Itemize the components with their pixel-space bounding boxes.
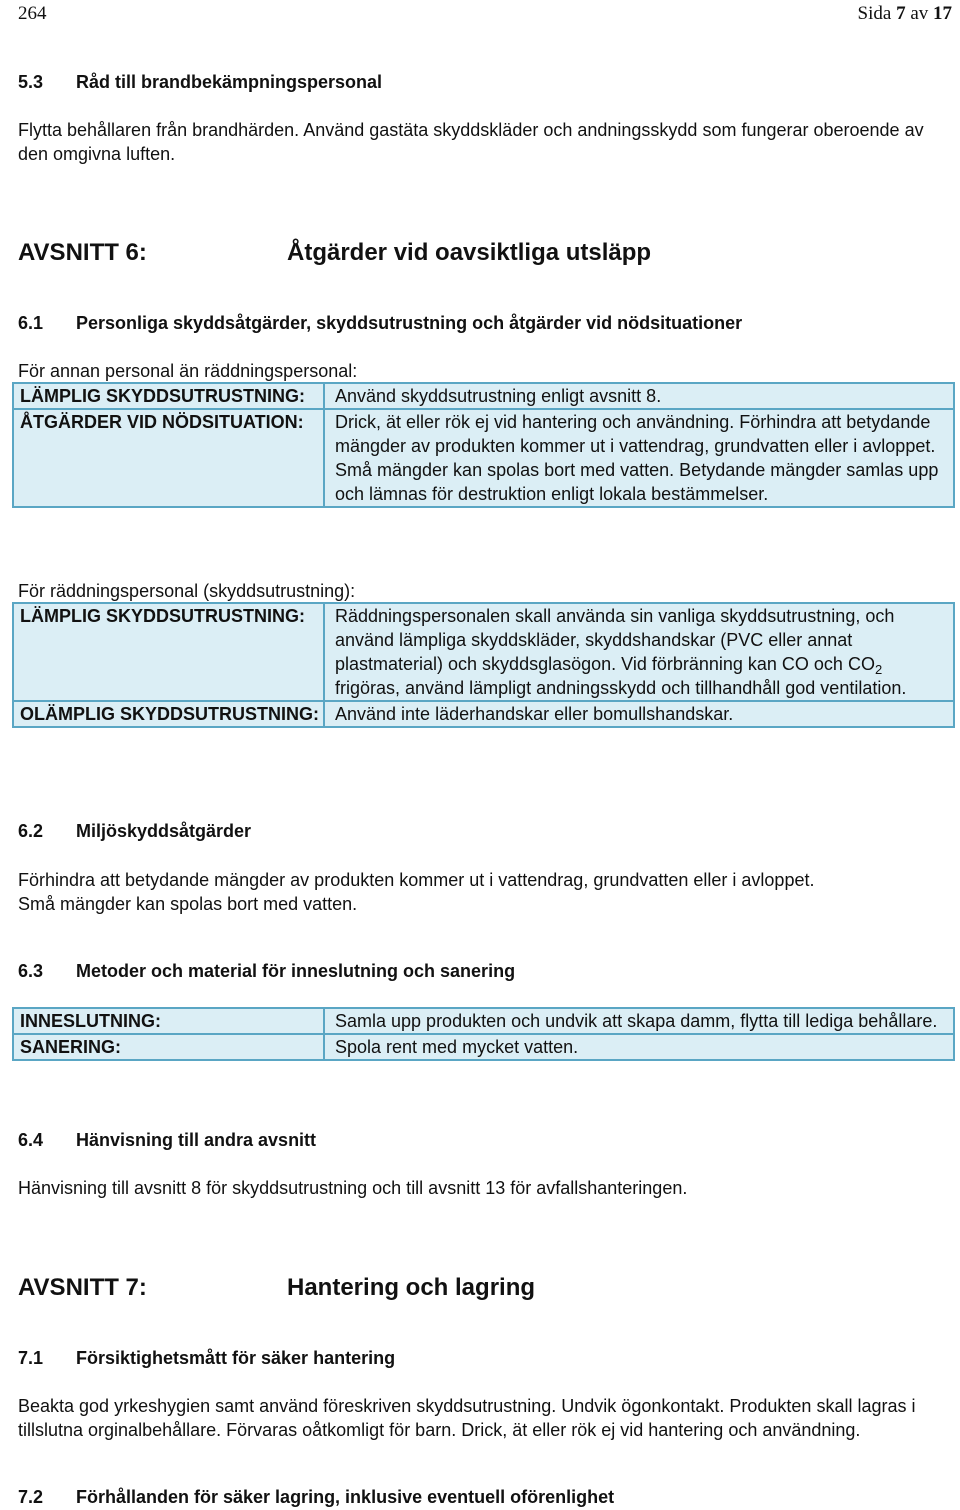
heading-7-1: 7.1 Försiktighetsmått för säker hantering	[18, 1348, 396, 1368]
para-6-4: Hänvisning till avsnitt 8 för skyddsutrustning och till avsnitt 13 för avfallshanteringen.	[18, 1178, 688, 1198]
intro-rescue: För räddningspersonal (skyddsutrustning):	[18, 581, 356, 601]
value-cell: Spola rent med mycket vatten.	[324, 1034, 954, 1060]
value-cell: Räddningspersonalen skall använda sin vanliga skyddsutrustning, och använd lämpliga skyddskläder, skyddshandskar (PVC eller annat plastmaterial) och skyddsglasögon. Vid förbränning kan CO och $CO_2$ frigöras, använd lämpligt andningsskydd och tillhandhåll god ventilation.	[324, 603, 954, 701]
heading-6-2: 6.2 Miljöskyddsåtgärder	[18, 821, 252, 841]
section-7-label: AVSNITT 7:	[18, 1274, 147, 1301]
para-5-3: Flytta behållaren från brandhärden. Använd gastäta skyddskläder och andningsskydd som fungerar oberoende av den omgivna luften.	[18, 120, 924, 164]
section-6-label: AVSNITT 6:	[18, 239, 147, 266]
page-indicator	[858, 2, 952, 26]
label-cell: INNESLUTNING:	[13, 1008, 324, 1034]
heading-7-2: 7.2 Förhållanden för säker lagring, inklusive eventuell oförenlighet	[18, 1487, 615, 1507]
label-cell: SANERING:	[13, 1034, 324, 1060]
table-row	[13, 1034, 954, 1060]
page-sep: av	[910, 3, 929, 24]
current-page: 7	[896, 3, 906, 24]
table-containment	[12, 1007, 955, 1061]
heading-6-1: 6.1 Personliga skyddsåtgärder, skyddsutrustning och åtgärder vid nödsituationer	[18, 313, 743, 333]
value-cell: Använd skyddsutrustning enligt avsnitt 8.	[324, 383, 954, 409]
table-row	[13, 603, 954, 701]
subscript: 2	[874, 662, 883, 677]
intro-non-rescue: För annan personal än räddningspersonal:	[18, 361, 358, 381]
table-row	[13, 701, 954, 727]
value-cell: Samla upp produkten och undvik att skapa damm, flytta till lediga behållare.	[324, 1008, 954, 1034]
value-cell: Använd inte läderhandskar eller bomullshandskar.	[324, 701, 954, 727]
label-cell: LÄMPLIG SKYDDSUTRUSTNING:	[13, 383, 324, 409]
heading-6-3: 6.3 Metoder och material för inneslutning och sanering	[18, 961, 516, 981]
heading-5-3: 5.3 Råd till brandbekämpningspersonal	[18, 72, 383, 92]
para-6-2: Förhindra att betydande mängder av produkten kommer ut i vattendrag, grundvatten eller i avloppet. Små mängder kan spolas bort med vatten.	[18, 870, 815, 914]
heading-6-4: 6.4 Hänvisning till andra avsnitt	[18, 1130, 317, 1150]
label-cell: LÄMPLIG SKYDDSUTRUSTNING:	[13, 603, 324, 701]
total-pages: 17	[933, 3, 952, 24]
table-rescue	[12, 602, 955, 728]
para-7-1: Beakta god yrkeshygien samt använd föreskriven skyddsutrustning. Undvik ögonkontakt. Produkten skall lagras i tillslutna orginalbehållare. Förvaras oåtkomligt för barn. Drick, ät eller rök ej vid hantering och användning.	[18, 1396, 916, 1440]
table-row	[13, 1008, 954, 1034]
table-row	[13, 409, 954, 507]
label-cell: ÅTGÄRDER VID NÖDSITUATION:	[13, 409, 324, 507]
section-7-title: Hantering och lagring	[287, 1274, 536, 1301]
page-label: Sida	[857, 3, 892, 24]
value-cell: Drick, ät eller rök ej vid hantering och användning. Förhindra att betydande mängder av produkten kommer ut i vattendrag, grundvatten eller i avloppet. Små mängder kan spolas bort med vatten. Betydande mängder samlas upp och lämnas för destruktion enligt lokala bestämmelser.	[324, 409, 954, 507]
table-non-rescue	[12, 382, 955, 508]
table-row	[13, 383, 954, 409]
label-cell: OLÄMPLIG SKYDDSUTRUSTNING:	[13, 701, 324, 727]
section-6-title: Åtgärder vid oavsiktliga utsläpp	[287, 239, 652, 266]
page-number-left: 264	[18, 3, 47, 24]
